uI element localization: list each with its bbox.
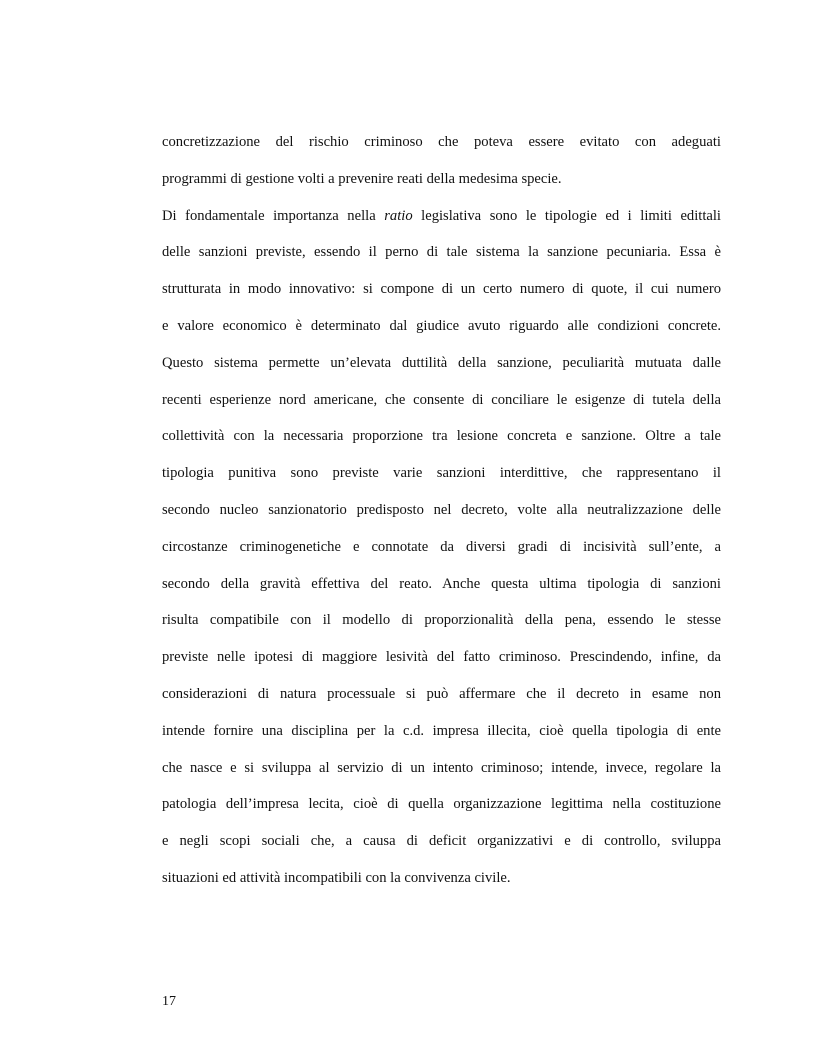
text-line: risulta compatibile con il modello di proporzionalità della pena, essendo le stesse [162,612,721,629]
text-line: tipologia punitiva sono previste varie sanzioni interdittive, che rappresentano il [162,465,721,482]
page-body [162,124,721,897]
text-line: situazioni ed attività incompatibili con la convivenza civile. [162,869,511,886]
text-run: legislativa sono le tipologie ed i limiti edittali [412,207,721,224]
text-line: programmi di gestione volti a prevenire reati della medesima specie. [162,170,562,187]
text-line: delle sanzioni previste, essendo il perno di tale sistema la sanzione pecuniaria. Essa è [162,244,721,261]
text-line: concretizzazione del rischio criminoso che poteva essere evitato con adeguati [162,134,721,150]
text-line: intende fornire una disciplina per la c.d. impresa illecita, cioè quella tipologia di ente [162,722,721,739]
text-line: circostanze criminogenetiche e connotate da diversi gradi di incisività sull’ente, a [162,538,721,555]
text-line: considerazioni di natura processuale si può affermare che il decreto in esame non [162,685,721,702]
text-line: Questo sistema permette un’elevata duttilità della sanzione, peculiarità mutuata dalle [162,354,721,371]
text-run: Di fondamentale importanza nella [162,207,385,224]
text-line: recenti esperienze nord americane, che consente di conciliare le esigenze di tutela della [162,391,721,408]
text-line [162,198,721,235]
text-line: che nasce e si sviluppa al servizio di un intento criminoso; intende, invece, regolare la [162,759,721,776]
page-number: 17 [162,994,176,1009]
text-line: secondo nucleo sanzionatorio predisposto nel decreto, volte alla neutralizzazione delle [162,501,721,518]
text-line: e negli scopi sociali che, a causa di deficit organizzativi e di controllo, sviluppa [162,833,721,850]
text-line: secondo della gravità effettiva del reato. Anche questa ultima tipologia di sanzioni [162,575,721,592]
text-line: collettività con la necessaria proporzione tra lesione concreta e sanzione. Oltre a tale [162,428,721,445]
text-line: strutturata in modo innovativo: si compone di un certo numero di quote, il cui numero [162,281,721,298]
text-line: previste nelle ipotesi di maggiore lesività del fatto criminoso. Prescindendo, infine, da [162,649,721,666]
italic-term: ratio [384,207,413,224]
text-line: patologia dell’impresa lecita, cioè di quella organizzazione legittima nella costituzione [162,796,721,813]
text-line: e valore economico è determinato dal giudice avuto riguardo alle condizioni concrete. [162,317,721,334]
